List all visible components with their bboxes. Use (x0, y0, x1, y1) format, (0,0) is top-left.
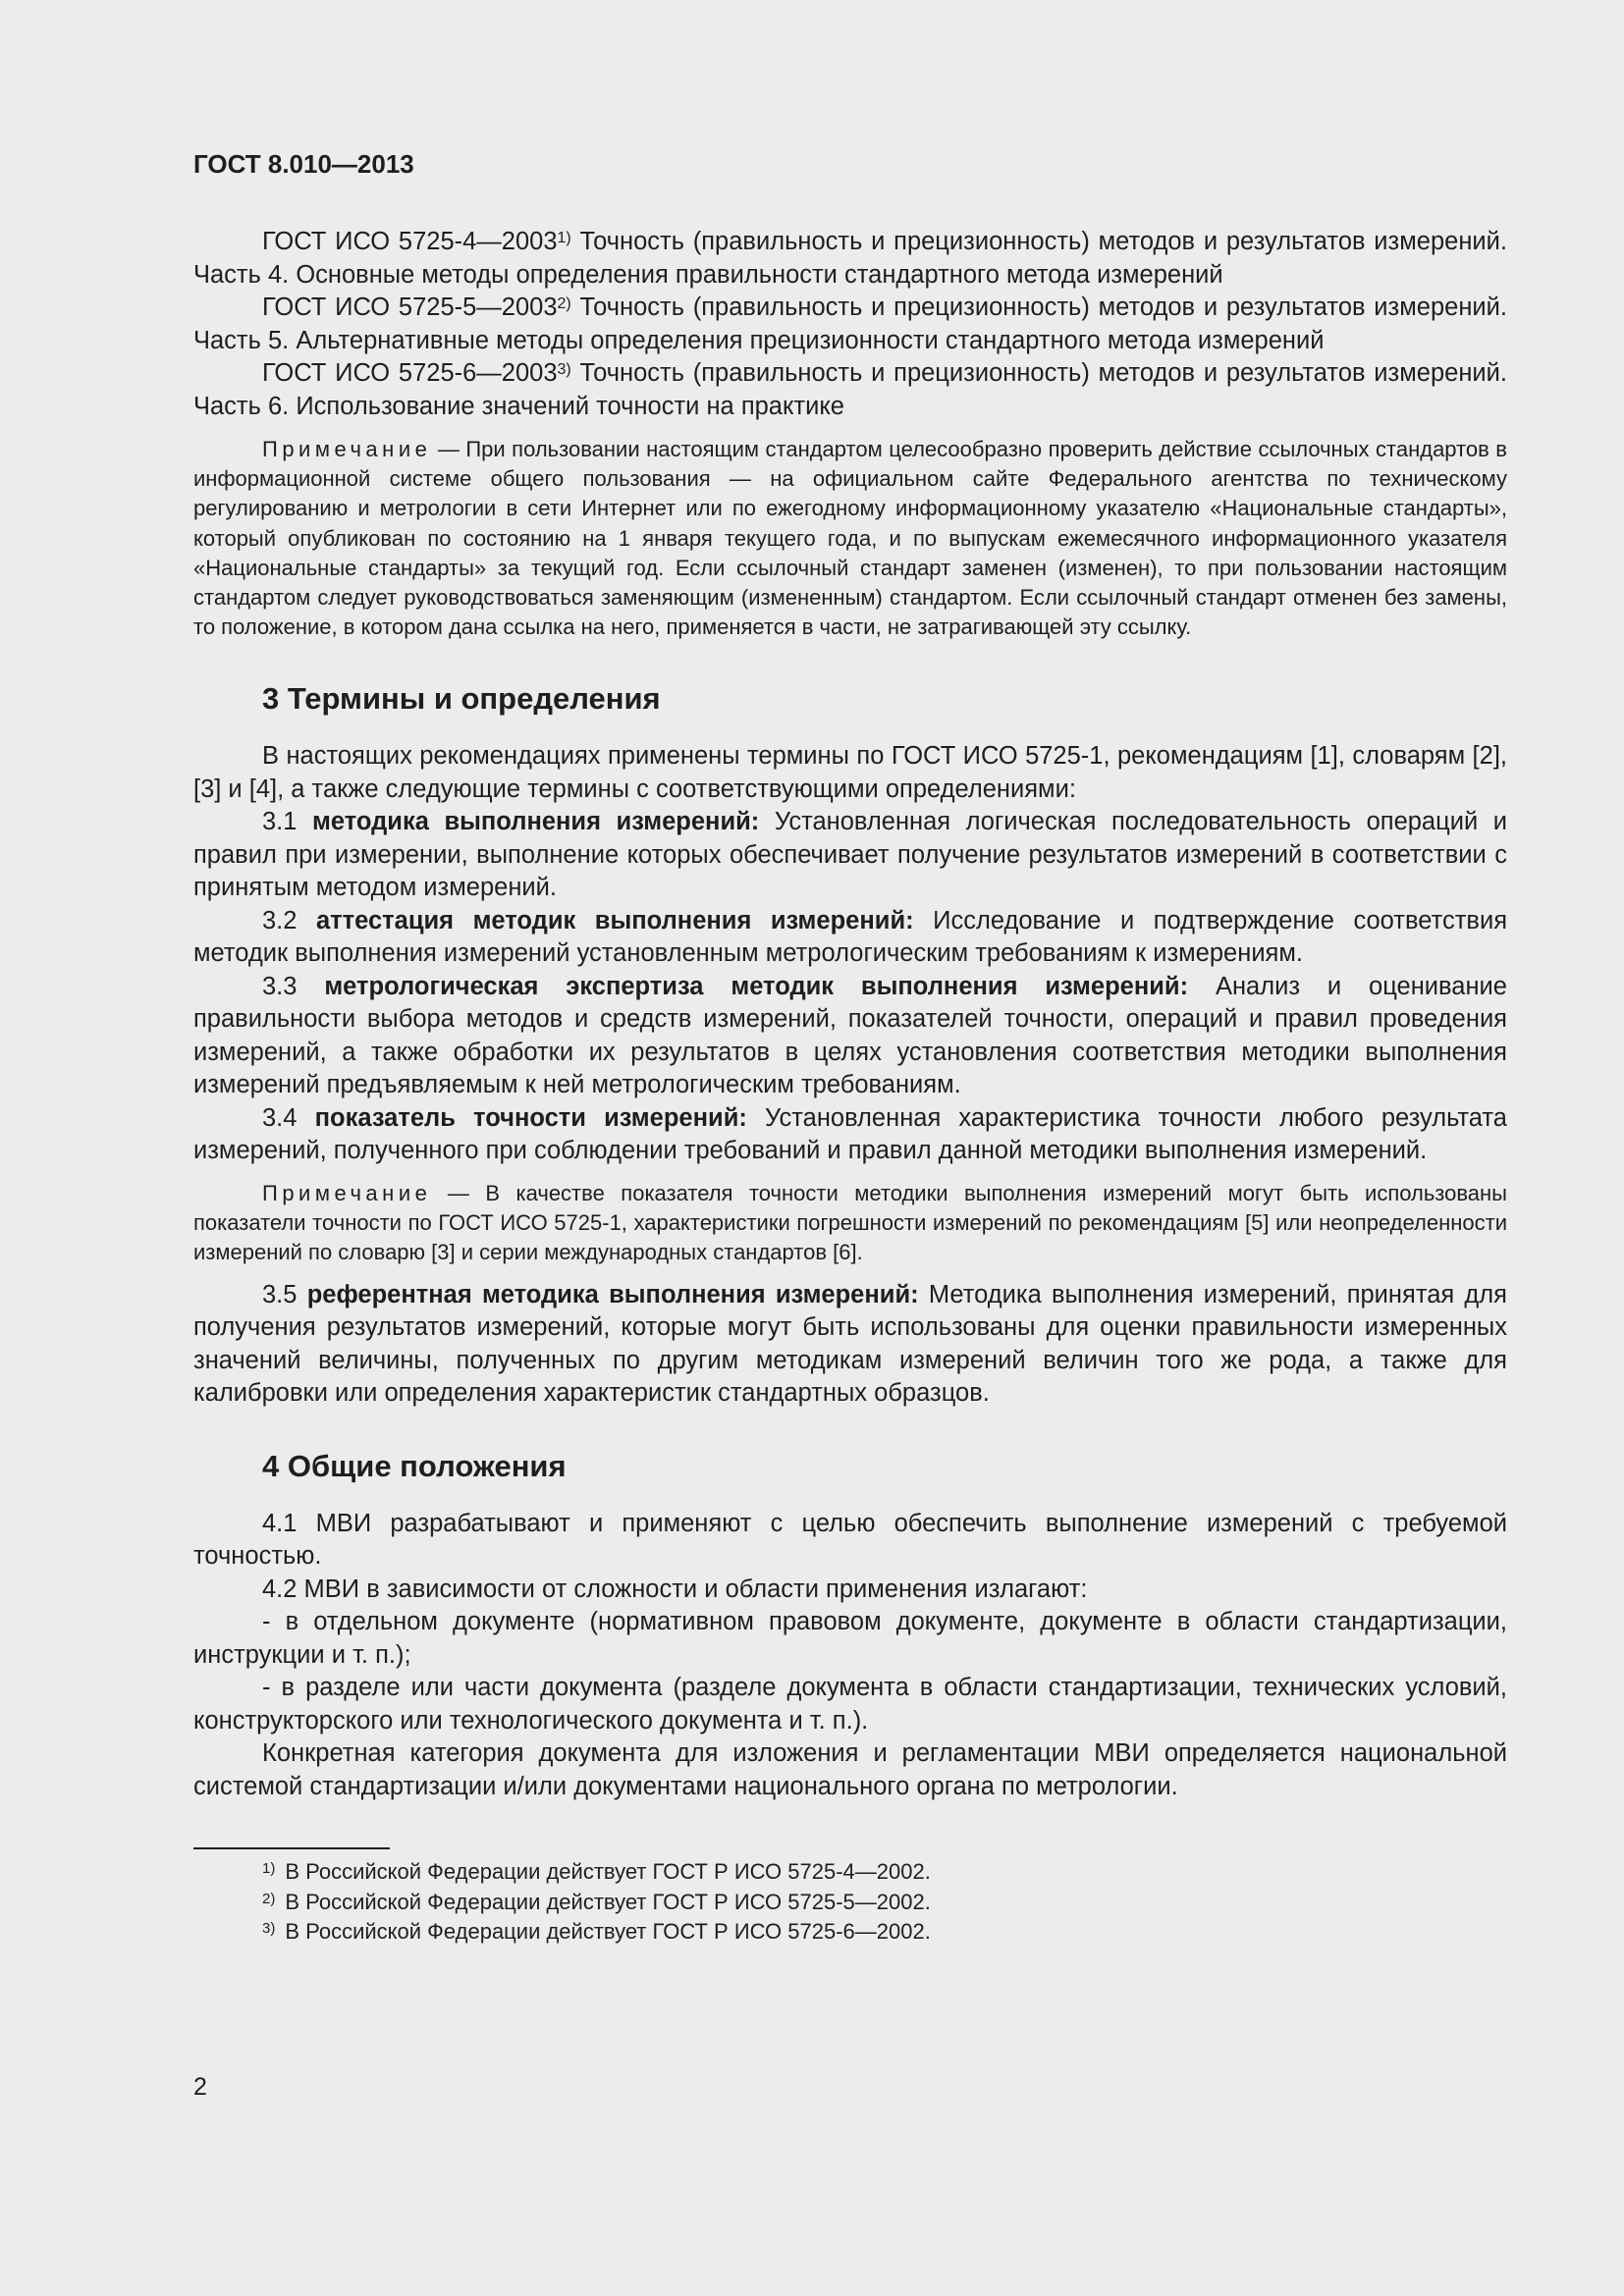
section-3-intro: В настоящих рекомендациях применены термины по ГОСТ ИСО 5725-1, рекомендациям [1], словарям [2], [3] и [4], а также следующие термины с соответствующими определениями: (193, 742, 1507, 803)
term-definition: Исследование и подтверждение соответствия методик выполнения измерений установленным метрологическим требованиям к измерениям. (193, 906, 1507, 968)
term-definition: Методика выполнения измерений, принятая для получения результатов измерений, которые могут быть использованы для оценки правильности измеренных значений величины, полученных по другим методикам измерений величин того же рода, а также для калибровки или определения характеристик стандартных образцов. (193, 1280, 1507, 1408)
reference-title: Точность (правильность и прецизионность) методов и результатов измерений. Часть 4. Основные методы определения правильности стандартного метода измерений (193, 228, 1507, 289)
term-name: метрологическая экспертиза методик выполнения измерений: (324, 972, 1189, 1000)
term-definition: Установленная логическая последовательность операций и правил при измерении, выполнение которых обеспечивает получение результатов измерений в соответствии с принятым методом измерений. (193, 808, 1507, 902)
footnote-number: 2) (262, 1890, 276, 1907)
note-label: Примечание (262, 437, 432, 461)
term-definition: Установленная характеристика точности любого результата измерений, полученного при соблюдении требований и правил данной методики выполнения измерений. (193, 1103, 1507, 1165)
footnote-number: 1) (262, 1860, 276, 1878)
note-references (193, 435, 1507, 642)
term-name: референтная методика выполнения измерений: (306, 1280, 919, 1308)
note-label: Примечание (262, 1180, 432, 1205)
list-item: - в разделе или части документа (разделе документа в области стандартизации, технических условий, конструкторского или технологического документа и т. п.). (193, 1674, 1507, 1735)
page-number: 2 (193, 2073, 207, 2101)
reference-title: Точность (правильность и прецизионность) методов и результатов измерений. Часть 5. Альтернативные методы определения прецизионности стандартного метода измерений (193, 294, 1507, 354)
document-code-header: ГОСТ 8.010—2013 (193, 149, 414, 179)
paragraph-4-2: 4.2 МВИ в зависимости от сложности и области применения излагают: (262, 1575, 1088, 1603)
footnote-marker: 2) (557, 295, 571, 312)
footnote-text: В Российской Федерации действует ГОСТ Р ИСО 5725-4—2002. (285, 1859, 931, 1885)
footnote-marker: 3) (557, 361, 571, 378)
term-name: методика выполнения измерений: (312, 808, 760, 836)
page-content (193, 147, 1507, 1948)
reference-code: ГОСТ ИСО 5725-4—2003 (262, 228, 558, 255)
term-3-2 (193, 905, 1507, 971)
paragraph-4-1: 4.1 МВИ разрабатывают и применяют с целью обеспечить выполнение измерений с требуемой точностью. (193, 1509, 1507, 1571)
term-3-4 (193, 1102, 1507, 1168)
reference-title: Точность (правильность и прецизионность) методов и результатов измерений. Часть 6. Использование значений точности на практике (193, 359, 1507, 420)
footnote-number: 3) (262, 1920, 276, 1938)
reference-code: ГОСТ ИСО 5725-6—2003 (262, 359, 558, 387)
footnote (193, 1917, 1507, 1948)
reference-item (193, 226, 1507, 292)
term-3-3 (193, 971, 1507, 1102)
list-item: - в отдельном документе (нормативном правовом документе, документе в области стандартизации, инструкции и т. п.); (193, 1608, 1507, 1669)
reference-item (193, 292, 1507, 357)
term-name: показатель точности измерений: (314, 1103, 747, 1132)
term-definition: Анализ и оценивание правильности выбора методов и средств измерений, показателей точности, операций и правил проведения измерений, а также обработки их результатов в целях установления соответствия методики выполнения измерений предъявляемым к ней метрологическим требованиям. (193, 972, 1507, 1099)
term-number: 3.1 (262, 808, 312, 836)
footnote (193, 1857, 1507, 1888)
footnote-separator (193, 1847, 390, 1849)
term-number: 3.3 (262, 972, 325, 1000)
reference-code: ГОСТ ИСО 5725-5—2003 (262, 294, 558, 321)
note-accuracy (193, 1179, 1507, 1268)
term-3-1 (193, 806, 1507, 905)
paragraph-category: Конкретная категория документа для изложения и регламентации МВИ определяется национальной системой стандартизации и/или документами национального органа по метрологии. (193, 1739, 1507, 1800)
term-number: 3.4 (262, 1103, 315, 1132)
section-3-heading: 3 Термины и определения (262, 681, 661, 717)
footnote (193, 1888, 1507, 1918)
footnote-text: В Российской Федерации действует ГОСТ Р ИСО 5725-6—2002. (285, 1919, 931, 1945)
term-number: 3.2 (262, 906, 316, 934)
note-text: — В качестве показателя точности методики выполнения измерений могут быть использованы показатели точности по ГОСТ ИСО 5725-1, характеристики погрешности измерений по рекомендациям [5] или неопределенности измерений по словарю [3] и серии международных стандартов [6]. (193, 1180, 1507, 1265)
section-4-heading: 4 Общие положения (262, 1448, 567, 1483)
term-name: аттестация методик выполнения измерений: (315, 906, 914, 934)
footnote-marker: 1) (557, 230, 571, 246)
reference-item (193, 357, 1507, 423)
note-text: — При пользовании настоящим стандартом целесообразно проверить действие ссылочных стандартов в информационной системе общего пользования — на официальном сайте Федерального агентства по техническому регулированию и метрологии в сети Интернет или по ежегодному информационному указателю «Национальные стандарты», который опубликован по состоянию на 1 января текущего года, и по выпускам ежемесячного информационного указателя «Национальные стандарты» за текущий год. Если ссылочный стандарт заменен (изменен), то при пользовании настоящим стандартом следует руководствоваться заменяющим (измененным) стандартом. Если ссылочный стандарт отменен без замены, то положение, в котором дана ссылка на него, применяется в части, не затрагивающей эту ссылку. (193, 437, 1507, 640)
footnote-text: В Российской Федерации действует ГОСТ Р ИСО 5725-5—2002. (285, 1889, 931, 1914)
term-number: 3.5 (262, 1280, 307, 1308)
term-3-5 (193, 1279, 1507, 1411)
